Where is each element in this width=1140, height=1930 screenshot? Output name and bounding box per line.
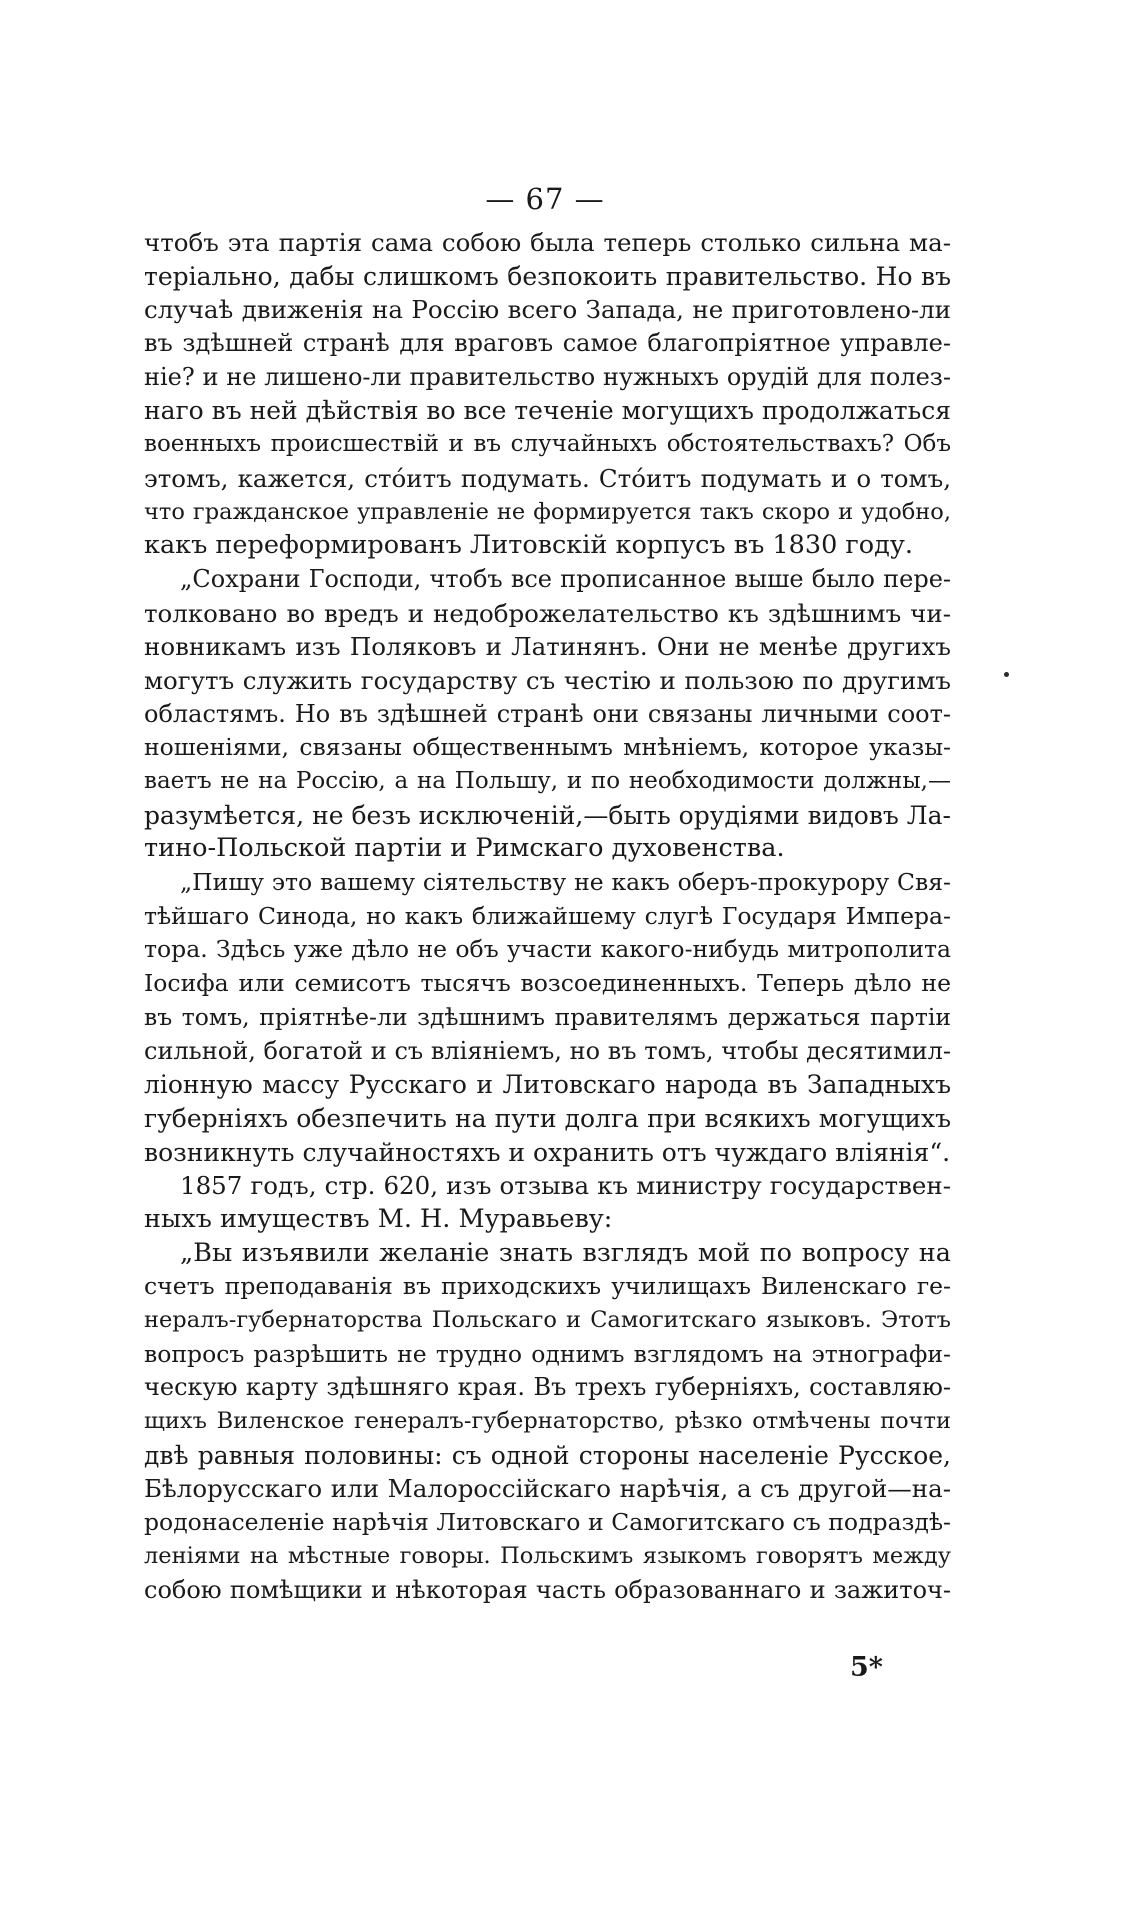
- text-line: возникнуть случайностяхъ и охранить отъ чуждаго вліянія“.: [144, 1137, 951, 1167]
- page-number: — 67 —: [485, 182, 605, 216]
- text-line: Іосифа или семисотъ тысячъ возсоединенныхъ. Теперь дѣло не: [144, 969, 951, 998]
- text-line: счетъ преподаванія въ приходскихъ училищахъ Виленскаго ге-: [144, 1272, 951, 1301]
- text-line: ческую карту здѣшняго края. Въ трехъ губерніяхъ, составляю-: [144, 1373, 951, 1402]
- text-line: ніе? и не лишено-ли правительство нужныхъ орудій для полез-: [144, 362, 951, 391]
- text-line: ліонную массу Русскаго и Литовскаго народа въ Западныхъ: [144, 1070, 951, 1100]
- text-line: леніями на мѣстные говоры. Польскимъ языкомъ говорятъ между: [144, 1542, 951, 1569]
- text-line: тѣйшаго Синода, но какъ ближайшему слугѣ Государя Импера-: [144, 901, 951, 930]
- text-line: губерніяхъ обезпечить на пути долга при всякихъ могущихъ: [144, 1103, 951, 1133]
- text-line: сильной, богатой и съ вліяніемъ, но въ томъ, чтобы десятимил-: [144, 1036, 951, 1065]
- text-line: какъ переформированъ Литовскій корпусъ въ 1830 году.: [144, 530, 913, 561]
- text-line: тино-Польской партіи и Римскаго духовенства.: [144, 833, 785, 864]
- text-line: этомъ, кажется, стóитъ подумать. Стóитъ подумать и о томъ,: [144, 463, 951, 493]
- text-line: тора. Здѣсь уже дѣло не объ участи какого-нибудь митрополита: [144, 935, 951, 964]
- text-line: разумѣется, не безъ исключеній,—быть орудіями видовъ Ла-: [144, 800, 951, 830]
- text-line: случаѣ движенія на Россію всего Запада, не приготовлено-ли: [144, 295, 951, 325]
- text-line: могутъ служить государству съ честію и пользою по другимъ: [144, 665, 951, 695]
- text-line: „Пишу это вашему сіятельству не какъ оберъ-прокурору Свя-: [180, 868, 951, 897]
- text-line: ваетъ не на Россію, а на Польшу, и по необходимости должны,—: [144, 768, 951, 794]
- text-line: областямъ. Но въ здѣшней странѣ они связаны личными соот-: [144, 699, 951, 728]
- body-text: [144, 226, 951, 1607]
- text-line: теріально, дабы слишкомъ безпокоить правительство. Но въ: [144, 261, 951, 291]
- text-line: нералъ-губернаторства Польскаго и Самогитскаго языковъ. Этотъ: [144, 1307, 951, 1333]
- text-line: ныхъ имуществъ М. Н. Муравьеву:: [144, 1203, 613, 1234]
- text-line: чтобъ эта партія сама собою была теперь столько сильна ма-: [144, 228, 951, 257]
- text-line: въ здѣшней странѣ для враговъ самое благопріятное управле-: [144, 329, 951, 358]
- text-line: новникамъ изъ Поляковъ и Латинянъ. Они не менѣе другихъ: [144, 632, 951, 662]
- ink-speck: [1004, 672, 1009, 677]
- text-line: „Вы изъявили желаніе знать взглядъ мой по вопросу на: [180, 1237, 951, 1268]
- text-line: „Сохрани Господи, чтобъ все прописанное выше было пере-: [180, 564, 951, 593]
- text-line: Бѣлорусскаго или Малороссійскаго нарѣчія, а съ другой—на-: [144, 1474, 951, 1504]
- text-line: наго въ ней дѣйствія во все теченіе могущихъ продолжаться: [144, 396, 951, 426]
- printer-signature-mark: 5*: [850, 1652, 883, 1683]
- text-line: ношеніями, связаны общественнымъ мнѣніемъ, которое указы-: [144, 733, 951, 762]
- text-line: 1857 годъ, стр. 620, изъ отзыва къ министру государствен-: [180, 1171, 951, 1201]
- text-line: родонаселеніе нарѣчія Литовскаго и Самогитскаго съ подраздѣ-: [144, 1508, 951, 1537]
- text-line: толковано во вредъ и недоброжелательство къ здѣшнимъ чи-: [144, 598, 951, 628]
- text-line: щихъ Виленское генералъ-губернаторство, рѣзко отмѣчены почти: [144, 1408, 951, 1435]
- text-line: что гражданское управленіе не формируется такъ скоро и удобно,: [144, 498, 951, 525]
- text-line: въ томъ, пріятнѣе-ли здѣшнимъ правителямъ держаться партіи: [144, 1002, 951, 1031]
- text-line: двѣ равныя половины: съ одной стороны населеніе Русское,: [144, 1440, 951, 1470]
- text-line: военныхъ происшествій и въ случайныхъ обстоятельствахъ? Объ: [144, 431, 951, 458]
- text-line: собою помѣщики и нѣкоторая часть образованнаго и зажиточ-: [144, 1575, 951, 1604]
- text-line: вопросъ разрѣшить не трудно однимъ взглядомъ на этнографи-: [144, 1339, 951, 1368]
